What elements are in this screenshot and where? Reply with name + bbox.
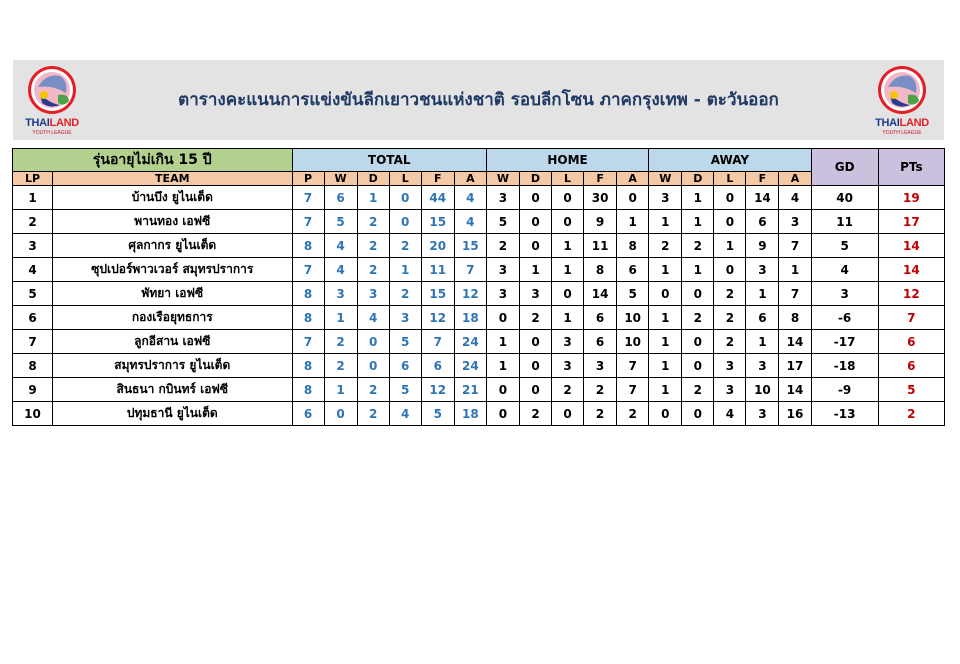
home-stat-cell: 2 [519,306,551,330]
column-header: TEAM [53,172,292,186]
goal-difference-cell: -9 [811,378,878,402]
total-stat-cell: 12 [421,306,454,330]
total-stat-cell: 24 [454,330,486,354]
away-stat-cell: 2 [714,330,746,354]
rank-cell: 5 [13,282,53,306]
rank-cell: 7 [13,330,53,354]
away-stat-cell: 1 [746,330,779,354]
total-stat-cell: 4 [389,402,421,426]
home-stat-cell: 10 [617,330,649,354]
away-stat-cell: 3 [714,378,746,402]
away-stat-cell: 2 [682,378,714,402]
total-stat-cell: 5 [421,402,454,426]
header-gd: GD [811,149,878,186]
column-header: F [746,172,779,186]
column-header: L [389,172,421,186]
home-stat-cell: 5 [486,210,519,234]
total-stat-cell: 4 [454,210,486,234]
home-stat-cell: 11 [584,234,617,258]
home-stat-cell: 8 [617,234,649,258]
home-stat-cell: 2 [617,402,649,426]
total-stat-cell: 5 [389,378,421,402]
total-stat-cell: 8 [292,378,324,402]
home-stat-cell: 2 [486,234,519,258]
table-row [13,330,945,354]
total-stat-cell: 7 [292,186,324,210]
standings-body [13,186,945,426]
home-stat-cell: 6 [584,306,617,330]
home-stat-cell: 0 [519,330,551,354]
group-away: AWAY [649,149,811,172]
total-stat-cell: 3 [324,282,357,306]
team-name-cell: พัทยา เอฟซี [53,282,292,306]
home-stat-cell: 2 [519,402,551,426]
home-stat-cell: 0 [552,186,584,210]
table-row [13,234,945,258]
home-stat-cell: 0 [552,402,584,426]
goal-difference-cell: 11 [811,210,878,234]
column-header: W [649,172,682,186]
total-stat-cell: 7 [292,330,324,354]
away-stat-cell: 0 [682,402,714,426]
away-stat-cell: 1 [779,258,811,282]
total-stat-cell: 5 [324,210,357,234]
points-cell: 7 [878,306,944,330]
team-name-cell: กองเรือยุทธการ [53,306,292,330]
total-stat-cell: 7 [421,330,454,354]
total-stat-cell: 0 [357,354,389,378]
away-stat-cell: 1 [649,306,682,330]
points-cell: 5 [878,378,944,402]
total-stat-cell: 1 [389,258,421,282]
points-cell: 6 [878,354,944,378]
total-stat-cell: 4 [454,186,486,210]
total-stat-cell: 44 [421,186,454,210]
total-stat-cell: 2 [357,402,389,426]
column-header: W [324,172,357,186]
home-stat-cell: 2 [584,402,617,426]
total-stat-cell: 0 [324,402,357,426]
column-header: L [714,172,746,186]
total-stat-cell: 4 [324,258,357,282]
column-header: D [682,172,714,186]
away-stat-cell: 1 [649,258,682,282]
goal-difference-cell: 4 [811,258,878,282]
rank-cell: 3 [13,234,53,258]
away-stat-cell: 7 [779,282,811,306]
total-stat-cell: 18 [454,402,486,426]
away-stat-cell: 3 [746,354,779,378]
home-stat-cell: 0 [486,402,519,426]
total-stat-cell: 0 [389,186,421,210]
home-stat-cell: 0 [519,378,551,402]
away-stat-cell: 0 [714,186,746,210]
home-stat-cell: 6 [584,330,617,354]
home-stat-cell: 3 [552,330,584,354]
away-stat-cell: 1 [714,234,746,258]
rank-cell: 1 [13,186,53,210]
column-header: LP [13,172,53,186]
total-stat-cell: 3 [389,306,421,330]
total-stat-cell: 11 [421,258,454,282]
home-stat-cell: 0 [486,306,519,330]
age-group-label: รุ่นอายุไม่เกิน 15 ปี [13,149,293,172]
total-stat-cell: 4 [324,234,357,258]
away-stat-cell: 3 [649,186,682,210]
team-name-cell: สินธนา กบินทร์ เอฟซี [53,378,292,402]
total-stat-cell: 6 [421,354,454,378]
total-stat-cell: 2 [324,354,357,378]
home-stat-cell: 2 [552,378,584,402]
group-total: TOTAL [292,149,486,172]
total-stat-cell: 2 [357,258,389,282]
total-stat-cell: 15 [421,282,454,306]
home-stat-cell: 1 [486,330,519,354]
goal-difference-cell: 40 [811,186,878,210]
away-stat-cell: 1 [649,354,682,378]
home-stat-cell: 0 [519,234,551,258]
home-stat-cell: 10 [617,306,649,330]
points-cell: 14 [878,234,944,258]
home-stat-cell: 3 [519,282,551,306]
logo-wordmark: THAILAND [25,117,79,129]
home-stat-cell: 0 [519,354,551,378]
home-stat-cell: 8 [584,258,617,282]
home-stat-cell: 1 [552,234,584,258]
team-name-cell: สมุทรปราการ ยูไนเต็ด [53,354,292,378]
table-row [13,306,945,330]
away-stat-cell: 1 [649,210,682,234]
total-stat-cell: 1 [324,378,357,402]
total-stat-cell: 20 [421,234,454,258]
away-stat-cell: 0 [682,330,714,354]
home-stat-cell: 5 [617,282,649,306]
total-stat-cell: 4 [357,306,389,330]
group-home: HOME [486,149,648,172]
total-stat-cell: 1 [324,306,357,330]
away-stat-cell: 8 [779,306,811,330]
group-header-row [13,149,945,172]
total-stat-cell: 2 [357,210,389,234]
home-stat-cell: 0 [552,282,584,306]
away-stat-cell: 1 [682,186,714,210]
away-stat-cell: 10 [746,378,779,402]
column-header: W [486,172,519,186]
total-stat-cell: 6 [292,402,324,426]
column-header: F [421,172,454,186]
standings-table [12,148,945,426]
total-stat-cell: 2 [357,234,389,258]
home-stat-cell: 0 [617,186,649,210]
team-name-cell: ศุลกากร ยูไนเต็ด [53,234,292,258]
total-stat-cell: 12 [421,378,454,402]
home-stat-cell: 1 [552,306,584,330]
total-stat-cell: 8 [292,306,324,330]
total-stat-cell: 2 [357,378,389,402]
away-stat-cell: 2 [714,282,746,306]
total-stat-cell: 1 [357,186,389,210]
team-name-cell: ลูกอีสาน เอฟซี [53,330,292,354]
points-cell: 12 [878,282,944,306]
column-header: L [552,172,584,186]
rank-cell: 6 [13,306,53,330]
header-pts: PTs [878,149,944,186]
home-stat-cell: 7 [617,378,649,402]
points-cell: 2 [878,402,944,426]
total-stat-cell: 15 [421,210,454,234]
home-stat-cell: 1 [519,258,551,282]
home-stat-cell: 0 [519,210,551,234]
table-row [13,402,945,426]
table-row [13,258,945,282]
logo-subtitle: YOUTH LEAGUE [32,130,72,136]
team-name-cell: ปทุมธานี ยูไนเต็ด [53,402,292,426]
away-stat-cell: 4 [779,186,811,210]
column-header-row [13,172,945,186]
total-stat-cell: 12 [454,282,486,306]
home-stat-cell: 0 [552,210,584,234]
total-stat-cell: 0 [357,330,389,354]
logo-subtitle: YOUTH LEAGUE [882,130,922,136]
away-stat-cell: 0 [649,402,682,426]
total-stat-cell: 24 [454,354,486,378]
away-stat-cell: 3 [746,258,779,282]
total-stat-cell: 15 [454,234,486,258]
total-stat-cell: 18 [454,306,486,330]
column-header: F [584,172,617,186]
column-header: D [519,172,551,186]
column-header: A [454,172,486,186]
away-stat-cell: 9 [746,234,779,258]
rank-cell: 10 [13,402,53,426]
column-header: P [292,172,324,186]
goal-difference-cell: -18 [811,354,878,378]
away-stat-cell: 17 [779,354,811,378]
logo-wordmark: THAILAND [875,117,929,129]
rank-cell: 2 [13,210,53,234]
home-stat-cell: 3 [584,354,617,378]
goal-difference-cell: -6 [811,306,878,330]
home-stat-cell: 1 [617,210,649,234]
away-stat-cell: 3 [746,402,779,426]
table-row [13,186,945,210]
goal-difference-cell: -17 [811,330,878,354]
home-stat-cell: 1 [486,354,519,378]
points-cell: 19 [878,186,944,210]
away-stat-cell: 16 [779,402,811,426]
header-banner [13,60,944,140]
total-stat-cell: 6 [324,186,357,210]
team-name-cell: บ้านบึง ยูไนเต็ด [53,186,292,210]
table-row [13,354,945,378]
home-stat-cell: 0 [519,186,551,210]
page-title: ตารางคะแนนการแข่งขันลีกเยาวชนแห่งชาติ รอบลีกโซน ภาคกรุงเทพ - ตะวันออก [178,90,779,110]
column-header: D [357,172,389,186]
home-stat-cell: 1 [552,258,584,282]
home-stat-cell: 6 [617,258,649,282]
total-stat-cell: 5 [389,330,421,354]
away-stat-cell: 1 [649,330,682,354]
total-stat-cell: 8 [292,354,324,378]
home-stat-cell: 30 [584,186,617,210]
away-stat-cell: 2 [682,234,714,258]
away-stat-cell: 2 [649,234,682,258]
column-header: A [617,172,649,186]
table-row [13,378,945,402]
home-stat-cell: 14 [584,282,617,306]
home-stat-cell: 3 [552,354,584,378]
away-stat-cell: 0 [714,210,746,234]
home-stat-cell: 9 [584,210,617,234]
home-stat-cell: 2 [584,378,617,402]
away-stat-cell: 2 [682,306,714,330]
away-stat-cell: 0 [714,258,746,282]
total-stat-cell: 7 [292,258,324,282]
away-stat-cell: 6 [746,210,779,234]
points-cell: 6 [878,330,944,354]
total-stat-cell: 7 [454,258,486,282]
away-stat-cell: 4 [714,402,746,426]
rank-cell: 8 [13,354,53,378]
rank-cell: 9 [13,378,53,402]
away-stat-cell: 1 [746,282,779,306]
table-row [13,210,945,234]
total-stat-cell: 8 [292,282,324,306]
home-stat-cell: 3 [486,186,519,210]
away-stat-cell: 2 [714,306,746,330]
home-stat-cell: 0 [486,378,519,402]
rank-cell: 4 [13,258,53,282]
total-stat-cell: 21 [454,378,486,402]
points-cell: 14 [878,258,944,282]
away-stat-cell: 1 [649,378,682,402]
total-stat-cell: 3 [357,282,389,306]
total-stat-cell: 2 [389,234,421,258]
team-name-cell: พานทอง เอฟซี [53,210,292,234]
away-stat-cell: 3 [779,210,811,234]
away-stat-cell: 0 [682,354,714,378]
league-logo-right [866,63,938,137]
away-stat-cell: 14 [779,330,811,354]
away-stat-cell: 1 [682,258,714,282]
total-stat-cell: 0 [389,210,421,234]
home-stat-cell: 3 [486,282,519,306]
home-stat-cell: 3 [486,258,519,282]
away-stat-cell: 0 [682,282,714,306]
table-row [13,282,945,306]
goal-difference-cell: 3 [811,282,878,306]
away-stat-cell: 7 [779,234,811,258]
column-header: A [779,172,811,186]
home-stat-cell: 7 [617,354,649,378]
total-stat-cell: 6 [389,354,421,378]
total-stat-cell: 7 [292,210,324,234]
total-stat-cell: 8 [292,234,324,258]
away-stat-cell: 14 [779,378,811,402]
points-cell: 17 [878,210,944,234]
team-name-cell: ซุปเปอร์พาวเวอร์ สมุทรปราการ [53,258,292,282]
away-stat-cell: 6 [746,306,779,330]
away-stat-cell: 3 [714,354,746,378]
total-stat-cell: 2 [324,330,357,354]
away-stat-cell: 14 [746,186,779,210]
goal-difference-cell: -13 [811,402,878,426]
goal-difference-cell: 5 [811,234,878,258]
total-stat-cell: 2 [389,282,421,306]
away-stat-cell: 0 [649,282,682,306]
away-stat-cell: 1 [682,210,714,234]
